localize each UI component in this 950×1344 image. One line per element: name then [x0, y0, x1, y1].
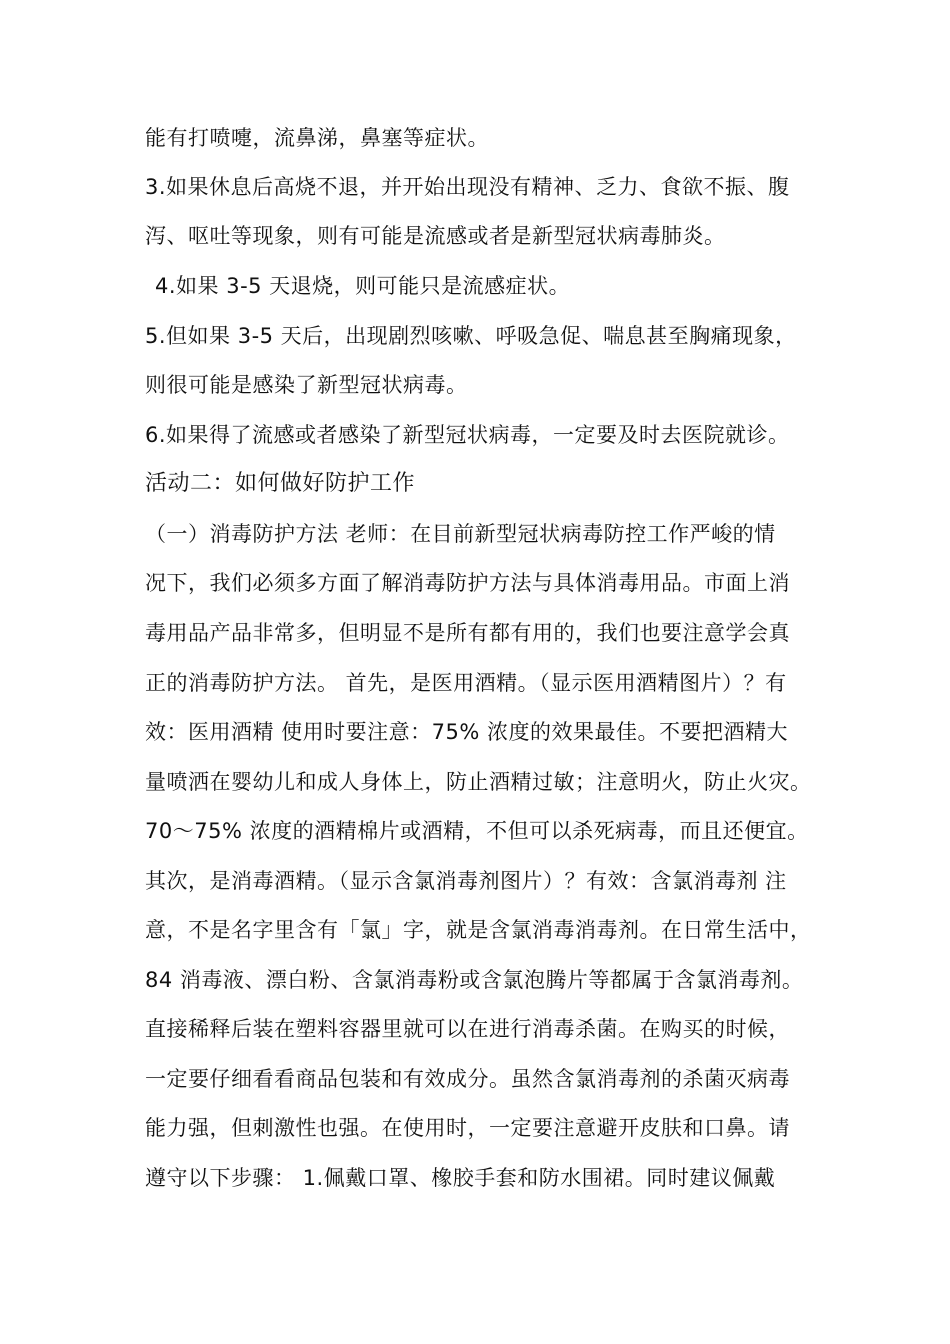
- text-line-4: 4.如果 3-5 天退烧，则可能只是流感症状。: [155, 274, 571, 298]
- text-line-19: 直接稀释后装在塑料容器里就可以在进行消毒杀菌。在购买的时候，: [145, 1017, 790, 1041]
- text-line-3: 泻、呕吐等现象，则有可能是流感或者是新型冠状病毒肺炎。: [145, 224, 726, 248]
- text-line-17: 意，不是名字里含有「氯」字，就是含氯消毒消毒剂。在日常生活中，: [145, 918, 812, 942]
- text-line-1: 能有打喷嚏，流鼻涕，鼻塞等症状。: [145, 126, 489, 150]
- text-line-20: 一定要仔细看看商品包装和有效成分。虽然含氯消毒剂的杀菌灭病毒: [145, 1067, 790, 1091]
- text-line-16: 其次，是消毒酒精。（显示含氯消毒剂图片）？有效：含氯消毒剂 注: [145, 869, 787, 893]
- text-line-22: 遵守以下步骤： 1.佩戴口罩、橡胶手套和防水围裙。同时建议佩戴: [145, 1166, 776, 1190]
- text-line-7: 6.如果得了流感或者感染了新型冠状病毒，一定要及时去医院就诊。: [145, 423, 790, 447]
- text-line-10: 况下，我们必须多方面了解消毒防护方法与具体消毒用品。市面上消: [145, 571, 790, 595]
- text-line-6: 则很可能是感染了新型冠状病毒。: [145, 373, 468, 397]
- text-line-2: 3.如果休息后高烧不退，并开始出现没有精神、乏力、食欲不振、腹: [145, 175, 790, 199]
- text-line-13: 效：医用酒精 使用时要注意：75% 浓度的效果最佳。不要把酒精大: [145, 720, 789, 744]
- text-line-9: （一）消毒防护方法 老师：在目前新型冠状病毒防控工作严峻的情: [145, 522, 776, 546]
- text-line-5: 5.但如果 3-5 天后，出现剧烈咳嗽、呼吸急促、喘息甚至胸痛现象，: [145, 324, 797, 348]
- text-line-15: 70～75% 浓度的酒精棉片或酒精，不但可以杀死病毒，而且还便宜。: [145, 819, 809, 843]
- text-line-21: 能力强，但刺激性也强。在使用时，一定要注意避开皮肤和口鼻。请: [145, 1116, 790, 1140]
- text-line-14: 量喷洒在婴幼儿和成人身体上，防止酒精过敏；注意明火，防止火灾。: [145, 770, 812, 794]
- section-heading: 活动二：如何做好防护工作: [145, 471, 416, 496]
- text-line-11: 毒用品产品非常多，但明显不是所有都有用的，我们也要注意学会真: [145, 621, 790, 645]
- text-line-18: 84 消毒液、漂白粉、含氯消毒粉或含氯泡腾片等都属于含氯消毒剂。: [145, 968, 804, 992]
- text-line-12: 正的消毒防护方法。 首先，是医用酒精。（显示医用酒精图片）？有: [145, 671, 787, 695]
